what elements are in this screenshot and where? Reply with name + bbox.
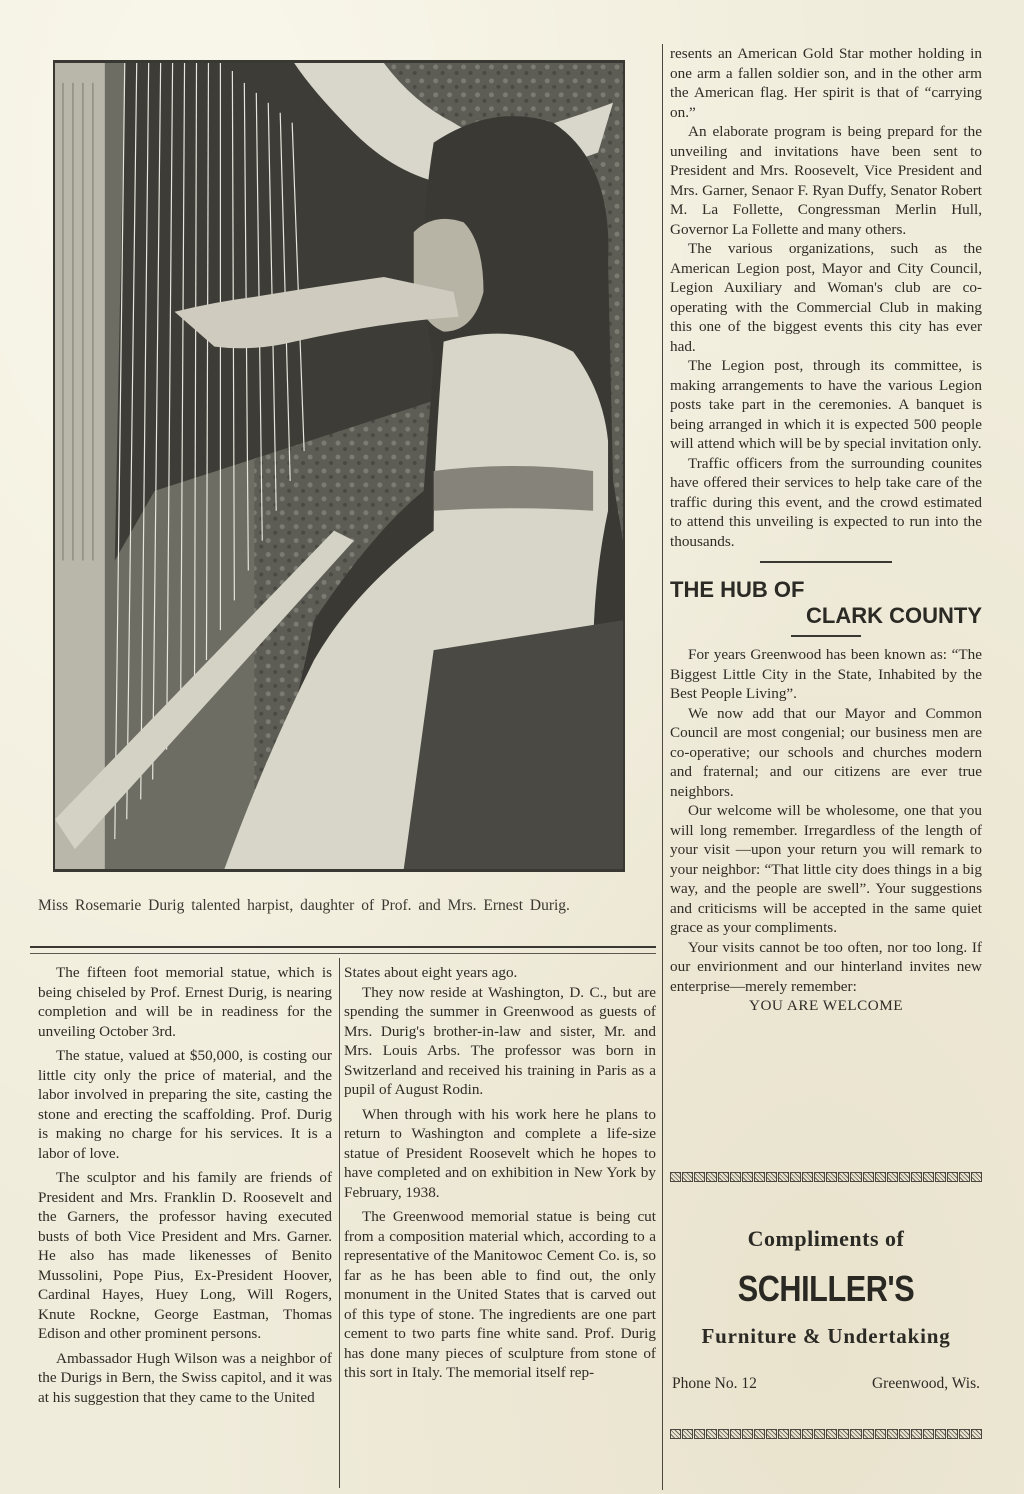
hub-heading — [670, 577, 982, 629]
hub-paragraph: We now add that our Mayor and Common Council are most congenial; our business men are co-operative; our schools and churches modern and fraternal; and our citizens are ever true neighbors. — [670, 704, 982, 800]
ad-location: Greenwood, Wis. — [871, 1375, 980, 1392]
short-divider — [791, 635, 861, 637]
ad-contact-row — [670, 1375, 982, 1393]
schillers-advertisement — [670, 1172, 982, 1439]
photo-caption: Miss Rosemarie Durig talented harpist, daughter of Prof. and Mrs. Ernest Durig. — [38, 897, 570, 914]
short-divider — [760, 561, 892, 563]
ornamental-border-bottom — [670, 1429, 982, 1439]
article-paragraph: They now reside at Washington, D. C., but are spending the summer in Greenwood as guests of Mrs. Durig's brother-in-law and sister, Mr. and Mrs. Louis Arbs. The professor was born in Switzerland and received his training in Paris as a pupil of August Rodin. — [344, 983, 656, 1098]
article-column-3 — [670, 44, 982, 1016]
harpist-illustration — [55, 63, 623, 869]
hub-heading-line-1: THE HUB OF — [670, 577, 805, 602]
ad-compliments: Compliments of — [747, 1226, 905, 1251]
welcome-line: YOU ARE WELCOME — [748, 997, 904, 1014]
article-paragraph: The Legion post, through its committee, is making arrangements to have the various Legion posts take part in the ceremonies. A banquet is being arranged in which it is expected 500 people will attend which will be by special invitation only. — [670, 357, 982, 452]
ad-business-type: Furniture & Undertaking — [701, 1324, 951, 1348]
hub-heading-line-2: CLARK COUNTY — [806, 603, 982, 628]
harpist-photo — [53, 60, 625, 872]
article-paragraph: Traffic officers from the surrounding counites have offered their services to help take care of the traffic during this event, and the crowd estimated to attend this unveiling is expected to run into the thousands. — [670, 454, 982, 550]
article-paragraph: When through with his work here he plans to return to Washington and complete a life-size statue of President Roosevelt which he hopes to have completed and on exhibition in New York by February, 1938. — [344, 1105, 656, 1201]
ornamental-border-top — [670, 1172, 982, 1182]
ad-phone: Phone No. 12 — [672, 1375, 757, 1392]
hub-paragraph: Your visits cannot be too often, nor too long. If our envirionment and our hinterland invites new enterprise—merely remember: — [670, 938, 982, 995]
article-paragraph: The Greenwood memorial statue is being cut from a composition material which, according to a representative of the Manitowoc Cement Co. is, so far as he has been able to find out, the only monument in the United States that is carved out of this type of stone. The ingredients are one part cement to two parts fine white sand. Prof. Durig has done many pieces of sculpture from stone of this sort in Italy. The memorial itself rep- — [344, 1208, 656, 1381]
article-column-2 — [344, 963, 656, 1383]
column-rule-left — [339, 958, 340, 1488]
column-rule-right — [662, 44, 663, 1490]
article-paragraph: resents an American Gold Star mother holding in one arm a fallen soldier son, and in the other arm the American flag. Her spirit is that of “carrying on.” — [670, 45, 982, 121]
article-paragraph: The sculptor and his family are friends of President and Mrs. Franklin D. Roosevelt and the Garners, the professor having executed busts of both Vice President and Mrs. Garner. He also has made likenesses of Benito Mussolini, Pope Pius, Ex-President Hoover, Cardinal Hayes, Huey Long, Will Rogers, Knute Rockne, George Eastman, Thomas Edison and other prominent persons. — [38, 1169, 332, 1342]
article-paragraph: An elaborate program is being prepard for the unveiling and invitations have been sent to President and Mrs. Roosevelt, Vice President and Mrs. Garner, Senaor F. Ryan Duffy, Senator Robert M. La Follette, Congressman Merlin Hull, Governor La Follette and many others. — [670, 123, 982, 238]
article-column-1 — [38, 963, 332, 1407]
article-paragraph: The fifteen foot memorial statue, which is being chiseled by Prof. Ernest Durig, is nearing completion and will be in readiness for the unveiling October 3rd. — [38, 964, 332, 1040]
bench — [404, 620, 623, 869]
section-divider — [30, 946, 656, 954]
ad-business-name: SCHILLER'S — [737, 1268, 915, 1309]
hub-paragraph: For years Greenwood has been known as: “The Biggest Little City in the State, Inhabited by the Best People Living”. — [670, 646, 982, 702]
article-paragraph: Ambassador Hugh Wilson was a neighbor of the Durigs in Bern, the Swiss capitol, and it was at his suggestion that they came to the United — [38, 1349, 332, 1406]
article-paragraph: States about eight years ago. — [344, 964, 518, 981]
article-paragraph: The various organizations, such as the American Legion post, Mayor and City Council, Legion Auxiliary and Woman's club are co-operating with the Commercial Club in making this one of the biggest events this city has ever had. — [670, 240, 982, 355]
article-paragraph: The statue, valued at $50,000, is costing our little city only the price of material, and the labor involved in preparing the site, casting the stone and erecting the scaffolding. Prof. Durig is making no charge for his services. It is a labor of love. — [38, 1047, 332, 1162]
sash — [434, 466, 593, 511]
hub-paragraph: Our welcome will be wholesome, one that you will long remember. Irregardless of the length of your visit —upon your return you will remark to your neighbor: “That little city does things in a big way, and the people are swell”. Your suggestions and criticisms will be accepted in the same quiet grace as your compliments. — [670, 802, 982, 936]
